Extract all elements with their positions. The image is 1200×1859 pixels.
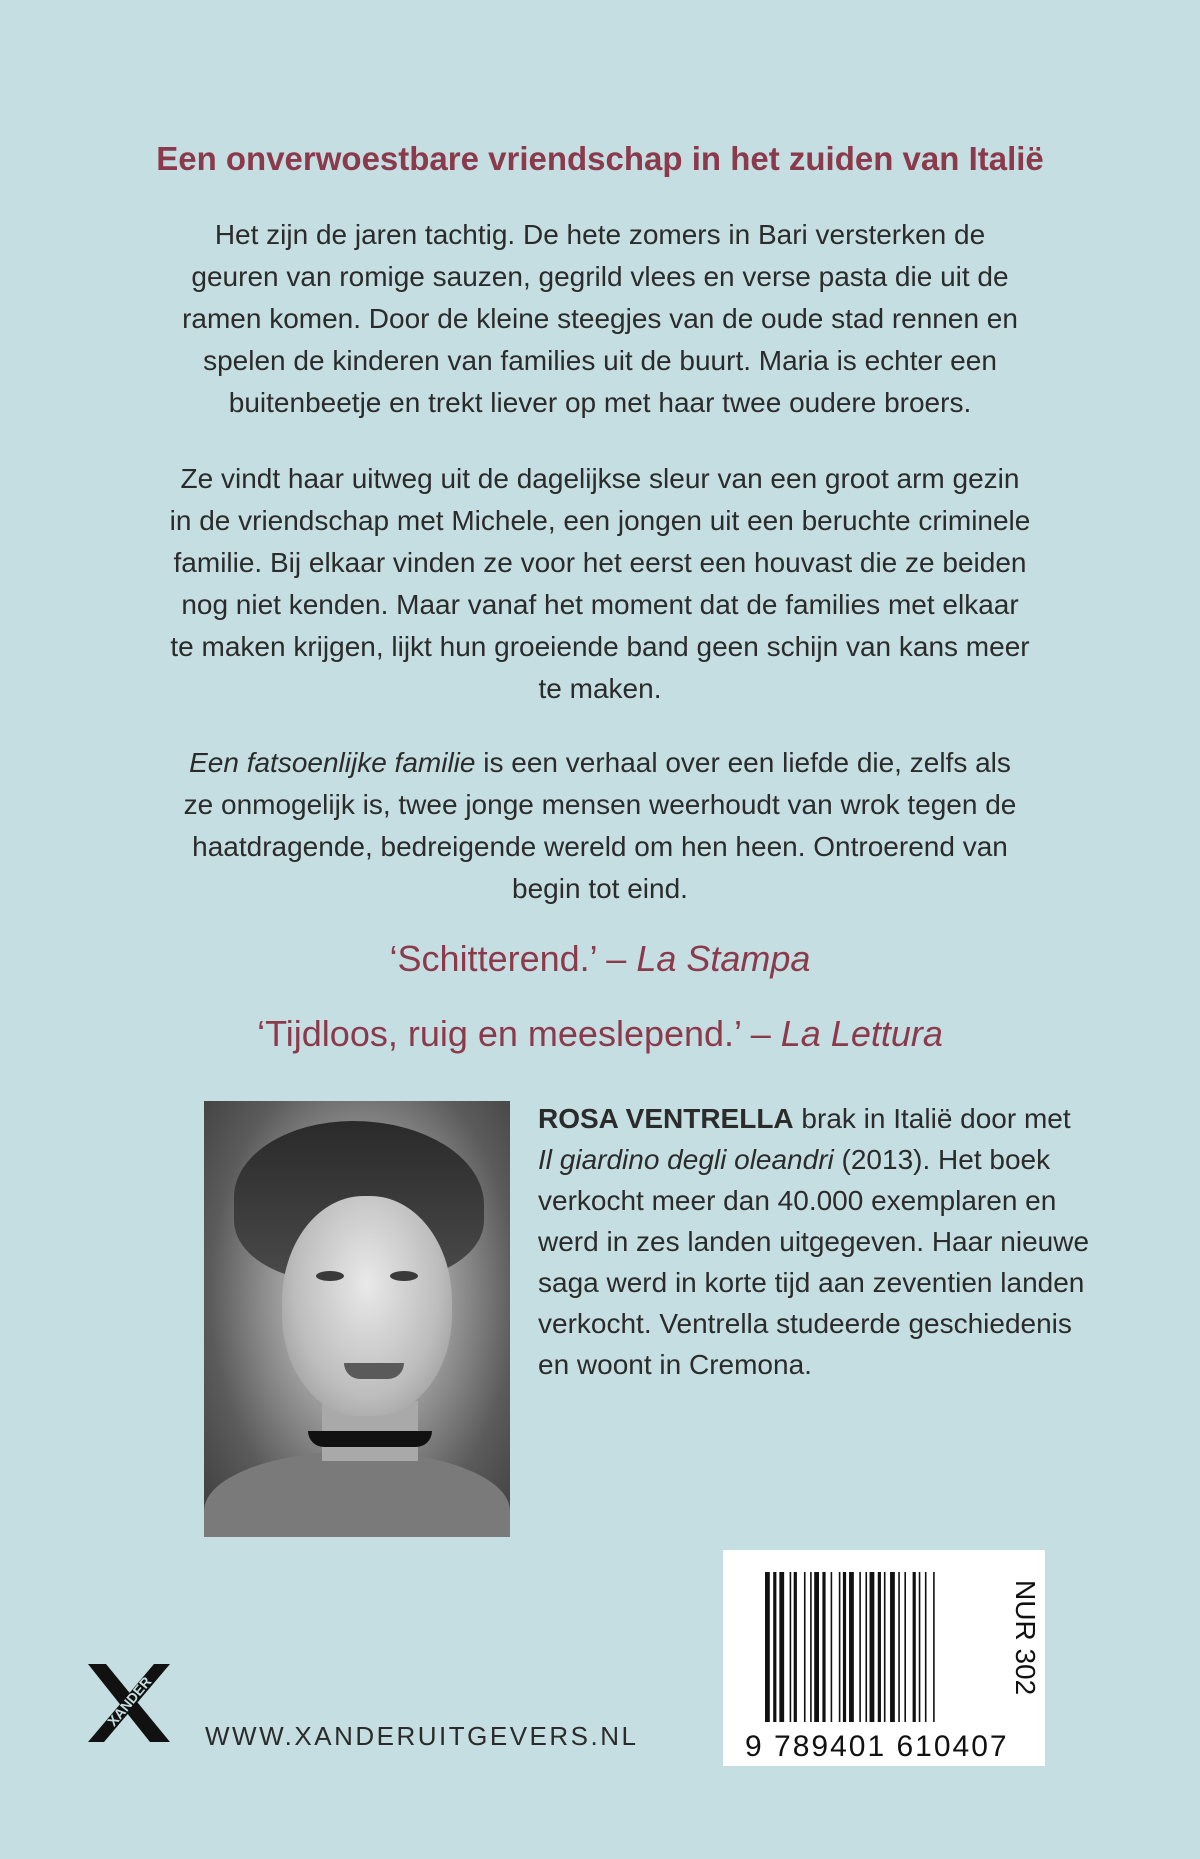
- author-book-title: Il giardino degli oleandri: [538, 1144, 834, 1175]
- author-photo: [204, 1101, 510, 1537]
- photo-mouth: [344, 1363, 404, 1379]
- quote-source: La Stampa: [636, 938, 811, 979]
- text-line: saga werd in korte tijd aan zeventien landen: [538, 1267, 1085, 1298]
- author-name: ROSA VENTRELLA: [538, 1103, 794, 1134]
- quote-source: La Lettura: [780, 1013, 943, 1054]
- barcode-bar: [913, 1572, 916, 1722]
- text-line: verkocht. Ventrella studeerde geschiedenis: [538, 1308, 1072, 1339]
- barcode-bar: [870, 1572, 875, 1722]
- book-title: Een fatsoenlijke familie: [189, 747, 476, 778]
- text-line: en woont in Cremona.: [538, 1349, 812, 1380]
- text-line: te maken.: [538, 673, 662, 704]
- review-quote-2: [0, 1013, 1200, 1055]
- text-line: buitenbeetje en trekt liever op met haar twee oudere broers.: [228, 387, 972, 418]
- barcode-bar: [843, 1572, 846, 1722]
- photo-eye: [316, 1271, 344, 1281]
- barcode-bar: [884, 1572, 886, 1722]
- xander-logo-icon: [86, 1660, 172, 1744]
- photo-eye: [390, 1271, 418, 1281]
- nur-code: NUR 302: [1010, 1580, 1041, 1696]
- barcode-bar: [810, 1572, 812, 1722]
- barcode-bar: [831, 1572, 833, 1722]
- text-line: ze onmogelijk is, twee jonge mensen weerhoudt van wrok tegen de: [183, 789, 1017, 820]
- text-line: Het zijn de jaren tachtig. De hete zomers in Bari versterken de: [214, 219, 986, 250]
- barcode-bar: [904, 1572, 906, 1722]
- synopsis-paragraph-1: [120, 214, 1080, 424]
- quote-text: ‘Tijdloos, ruig en meeslepend.’ –: [257, 1013, 781, 1054]
- author-bio: [538, 1098, 1158, 1385]
- barcode-bar: [849, 1572, 854, 1722]
- text-line: nog niet kenden. Maar vanaf het moment dat de families met elkaar: [181, 589, 1019, 620]
- text-line: verkocht meer dan 40.000 exemplaren en: [538, 1185, 1057, 1216]
- publisher-website: WWW.XANDERUITGEVERS.NL: [205, 1721, 639, 1751]
- logo-text: XANDER: [104, 1673, 155, 1730]
- text-line: te maken krijgen, lijkt hun groeiende band geen schijn van kans meer: [170, 631, 1030, 662]
- barcode-bar: [898, 1572, 900, 1722]
- text-line: haatdragende, bedreigende wereld om hen heen. Ontroerend van: [192, 831, 1008, 862]
- barcode-bar: [919, 1572, 921, 1722]
- barcode-bar: [814, 1572, 819, 1722]
- synopsis-paragraph-2: [120, 458, 1080, 710]
- text-line: begin tot eind.: [512, 873, 688, 904]
- quote-text: ‘Schitterend.’ –: [389, 938, 637, 979]
- barcode-bar: [839, 1572, 841, 1722]
- text-line: spelen de kinderen van families uit de buurt. Maria is echter een: [203, 345, 997, 376]
- barcode-bar: [794, 1572, 797, 1722]
- barcode-bar: [865, 1572, 867, 1722]
- barcode-bar: [779, 1572, 784, 1722]
- text-line: werd in zes landen uitgegeven. Haar nieuwe: [538, 1226, 1090, 1257]
- barcode-bar: [890, 1572, 895, 1722]
- barcode-bar: [878, 1572, 881, 1722]
- photo-shoulders: [204, 1451, 510, 1537]
- text-line: familie. Bij elkaar vinden ze voor het eerst een houvast die ze beiden: [173, 547, 1027, 578]
- barcode-bar: [765, 1572, 770, 1722]
- synopsis-paragraph-3: [120, 742, 1080, 910]
- text-fragment: is een verhaal over een liefde die, zelfs als: [475, 747, 1011, 778]
- text-line: [538, 1139, 1158, 1180]
- photo-face: [282, 1196, 452, 1416]
- barcode: [723, 1550, 1045, 1766]
- text-fragment: (2013). Het boek: [833, 1144, 1051, 1175]
- barcode-bar: [925, 1572, 927, 1722]
- text-line: in de vriendschap met Michele, een jongen uit een beruchte criminele: [169, 505, 1031, 536]
- text-line: [538, 1098, 1158, 1139]
- tagline-heading: Een onverwoestbare vriendschap in het zuiden van Italië: [156, 140, 1044, 177]
- photo-choker: [308, 1431, 432, 1447]
- text-fragment: brak in Italië door met: [793, 1103, 1071, 1134]
- barcode-bar: [773, 1572, 776, 1722]
- text-line: geuren van romige sauzen, gegrild vlees en verse pasta die uit de: [191, 261, 1009, 292]
- barcode-bar: [790, 1572, 792, 1722]
- barcode-bar: [933, 1572, 935, 1722]
- isbn-number: 9 789401 610407: [745, 1730, 1009, 1763]
- barcode-bar: [822, 1572, 825, 1722]
- barcode-bar: [804, 1572, 806, 1722]
- text-line: [120, 742, 1080, 784]
- text-line: ramen komen. Door de kleine steegjes van de oude stad rennen en: [182, 303, 1018, 334]
- barcode-bar: [859, 1572, 861, 1722]
- review-quote-1: [0, 938, 1200, 980]
- text-line: Ze vindt haar uitweg uit de dagelijkse sleur van een groot arm gezin: [180, 463, 1020, 494]
